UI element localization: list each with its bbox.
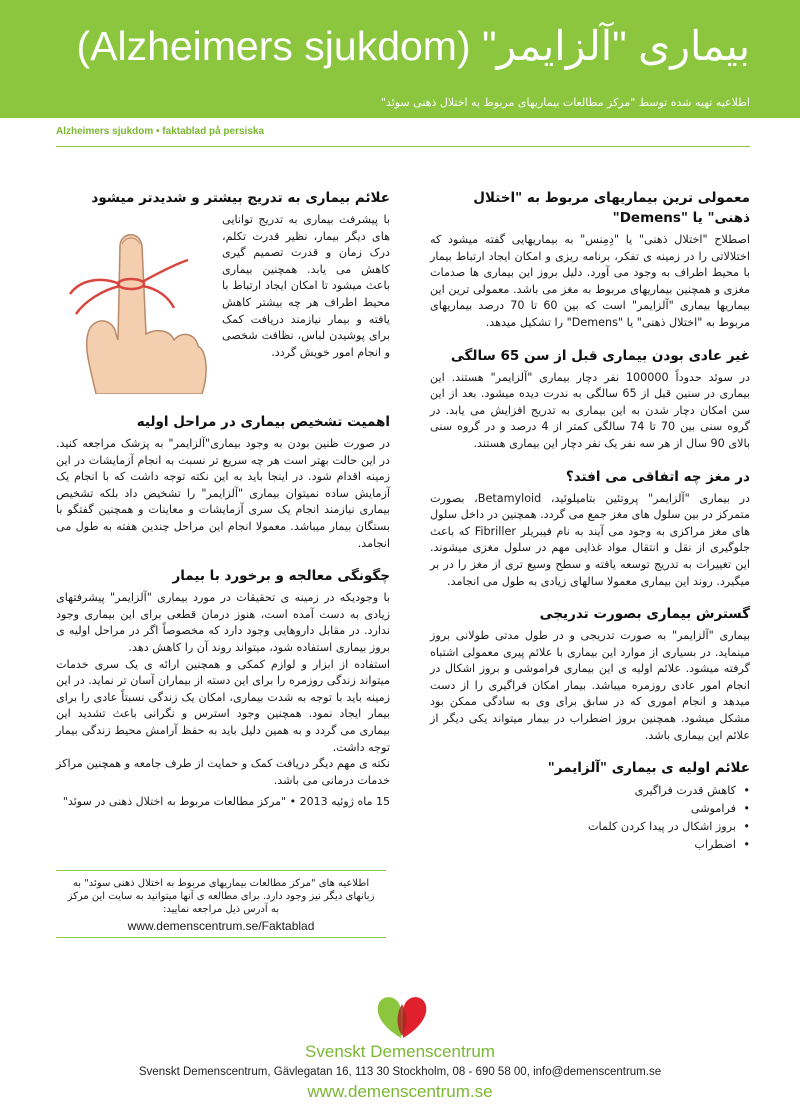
section-heading: گسترش بیماری بصورت تدریجی xyxy=(539,606,750,623)
section-body: در بیماری "آلزایمر" پروتئین بتامیلوئید، Betamyloid، بصورت متمرکز در بین سلول های مغز جمع می گردد. همچنین در داخل سلول های مغز مراکزی به وجود می آیند به نام فیبریلر Fibriller که باعث جلوگیری از نقل و انتقال مواد غذایی مهم در سلول مغزی میشوند. این تغییرات به تدریج توسعه یافته و سطح وسیع تری از مغز را در بر میگیرد. روند این بیماری معمولا سالهای زیادی به طول می انجامد. xyxy=(430,491,750,588)
factsheet-link[interactable]: www.demenscentrum.se/Faktablad xyxy=(127,919,315,933)
section-heading: چگونگی معالجه و برخورد با بیمار xyxy=(172,568,390,585)
section-heading: غیر عادی بودن بیماری قبل از سن 65 سالگی xyxy=(450,347,750,364)
info-box xyxy=(56,870,386,938)
section-brain xyxy=(430,467,750,591)
section-body: با پیشرفت بیماری به تدریج توانایی های دیگر بیمار، نظیر قدرت تکلم، درک زمان و قدرت تصمیم گیری کاهش می یابد. همچنین بیماری باعث میشود تا امکان ایجاد ارتباط با محیط اطراف هر چه بیشتر کاهش یافته و بیمار نیازمند دریافت کمک برای پوشیدن لباس، نظافت شخصی و انجام امور خویش گردد. xyxy=(222,213,390,359)
section-body: نکته ی مهم دیگر دریافت کمک و حمایت از طرف جامعه و همچنین مراکز خدمات درمانی می باشد. xyxy=(56,757,390,787)
section-treatment xyxy=(56,566,390,808)
section-heading: علائم اولیه ی بیماری "آلزایمر" xyxy=(547,760,750,777)
symptom-list xyxy=(430,782,750,854)
brand-name: Svenskt Demenscentrum xyxy=(305,1042,495,1061)
contact-address: Svenskt Demenscentrum, Gävlegatan 16, 113 30 Stockholm, 08 - 690 58 00, info@demenscentrum.se xyxy=(138,1066,662,1078)
section-worsening xyxy=(56,188,390,398)
twin-hearts-logo-icon xyxy=(374,990,430,1040)
section-body: در سوئد حدوداً 100000 نفر دچار بیماری "آلزایمر" هستند. این بیماری در سنین قبل از 65 سالگی به ندرت دیده میشود. بعد از این سن امکان دچار شدن به این بیماری به تدریج افزایش می یابد. در گروه سنی بین 70 تا 74 سالگی کمتر از 4 درصد و در گروه سنی بالای 90 سال از هر سه نفر یک نفر دچار این بیماری هستند. xyxy=(430,370,750,450)
section-age-65 xyxy=(430,346,750,453)
section-heading: اهمیت تشخیص بیماری در مراحل اولیه xyxy=(136,414,390,430)
finger-ribbon-icon xyxy=(56,216,214,394)
section-early-diagnosis xyxy=(56,412,390,552)
publication-date: 15 ماه ژوئیه 2013 • "مرکز مطالعات مربوط به اختلال ذهنی در سوئد" xyxy=(62,795,390,809)
section-heading: در مغز چه اتفاقی می افتد؟ xyxy=(565,468,750,485)
info-box-text: اطلاعیه های "مرکز مطالعات بیماریهای مربوط به اختلال ذهنی سوئد" به زبانهای دیگر نیز وجود دارد. برای مطالعه ی آنها میتوانید به سایت این مرکز به آدرس ذیل مراجعه نمایید: xyxy=(67,878,375,915)
section-gradual-progress xyxy=(430,604,750,744)
website-link[interactable]: www.demenscentrum.se xyxy=(307,1082,493,1101)
left-column xyxy=(56,188,390,822)
section-heading: علائم بیماری به تدریج بیشتر و شدیدتر میشود xyxy=(91,190,390,206)
right-column xyxy=(430,188,750,868)
section-body: استفاده از ابزار و لوازم کمکی و همچنین ارائه ی یک سری خدمات میتواند زندگی روزمره را برای این دسته از بیماران آسان تر نماید. در این زمینه باید با توجه به شدت بیماری، امکان یک زندگی نسبتاً عادی را برای بیمار ایجاد نمود. همچنین وجود استرس و نگرانی باعث تشدید این بیماری می گردد و به همین دلیل باید به حفظ آرامش محیط زندگی بیمار توجه داشت. xyxy=(56,657,390,754)
section-early-symptoms xyxy=(430,758,750,854)
section-body: با وجودیکه در زمینه ی تحقیقات در مورد بیماری "آلزایمر" پیشرفتهای زیادی به دست آمده است، هنوز درمان قطعی برای این بیماری وجود ندارد. در مقابل داروهایی وجود دارد که مخصوصاً اگر در مراحل اولیه ی بروز بیماری استفاده شود، میتواند روند آن را کاهش دهد. xyxy=(56,591,390,654)
list-item: • بروز اشکال در پیدا کردن کلمات xyxy=(430,818,750,836)
list-item: • اضطراب xyxy=(430,836,750,854)
header-banner xyxy=(0,0,800,118)
section-heading: معمولی ترین بیماریهای مربوط به "اختلال ذهنی" یا "Demens" xyxy=(473,190,750,226)
list-item: • کاهش قدرت فراگیری xyxy=(430,782,750,800)
page-title: بیماری "آلزایمر" (Alzheimers sjukdom) xyxy=(76,23,750,69)
divider xyxy=(56,146,750,147)
page-subtitle: اطلاعیه تهیه شده توسط "مرکز مطالعات بیماریهای مربوط به اختلال ذهنی سوئد" xyxy=(380,96,750,109)
section-body: در صورت ظنین بودن به وجود بیماری"آلزایمر" به پزشک مراجعه کنید. در این حالت بهتر است هر چه سریع تر نسبت به انجام آزمایشات در این زمینه اقدام شود. در اینجا باید به این نکته توجه داشت که با انجام یک آزمایش ساده نمیتوان بیماری "آلزایمر" را تشخیص داد بلکه تشخیص بیماری نیازمند انجام یک سری آزمایشات و معاینات و همچنین گفتگو با بستگان بیمار میباشد. معمولا انجام این مراحل چندین هفته به طول می انجامد. xyxy=(56,437,390,550)
section-common-dementia xyxy=(430,188,750,332)
section-body: اصطلاح "اختلال ذهنی" یا "دِمِنس" به بیماریهایی گفته میشود که اختلالاتی را در زمینه ی تفکر، برنامه ریزی و امکان ایجاد ارتباط بیمار با محیط اطراف به وجود می آورد. دلیل بروز این بیماری ها صدمات مغزی و همچنین بیماریهای مربوط به مغز می باشد. معمولی ترین این بیماریها بیماری "آلزایمر" است که بین 60 تا 70 درصد بیماریهای مربوط به "اختلال ذهنی" یا "Demens" را تشکیل میدهد. xyxy=(430,233,751,329)
factsheet-tag: Alzheimers sjukdom • faktablad på persiska xyxy=(56,126,265,137)
list-item: • فراموشی xyxy=(430,800,750,818)
section-body: بیماری "آلزایمر" به صورت تدریجی و در طول مدتی طولانی بروز مینماید. در بسیاری از موارد این بیماری با علائم پیری معمولی اشتباه گرفته میشود. علائم اولیه ی این بیماری فراموشی و بروز اشکال در انجام امور عادی روزمره میباشد. بیمار امکان فراگیری را از دست میدهد و انجام اموری که در سابق برای وی به سادگی ممکن بود مشکل میشود. همچنین بروز اضطراب در بیمار میتواند یکی دیگر از علائم این بیماری باشد. xyxy=(430,629,750,742)
